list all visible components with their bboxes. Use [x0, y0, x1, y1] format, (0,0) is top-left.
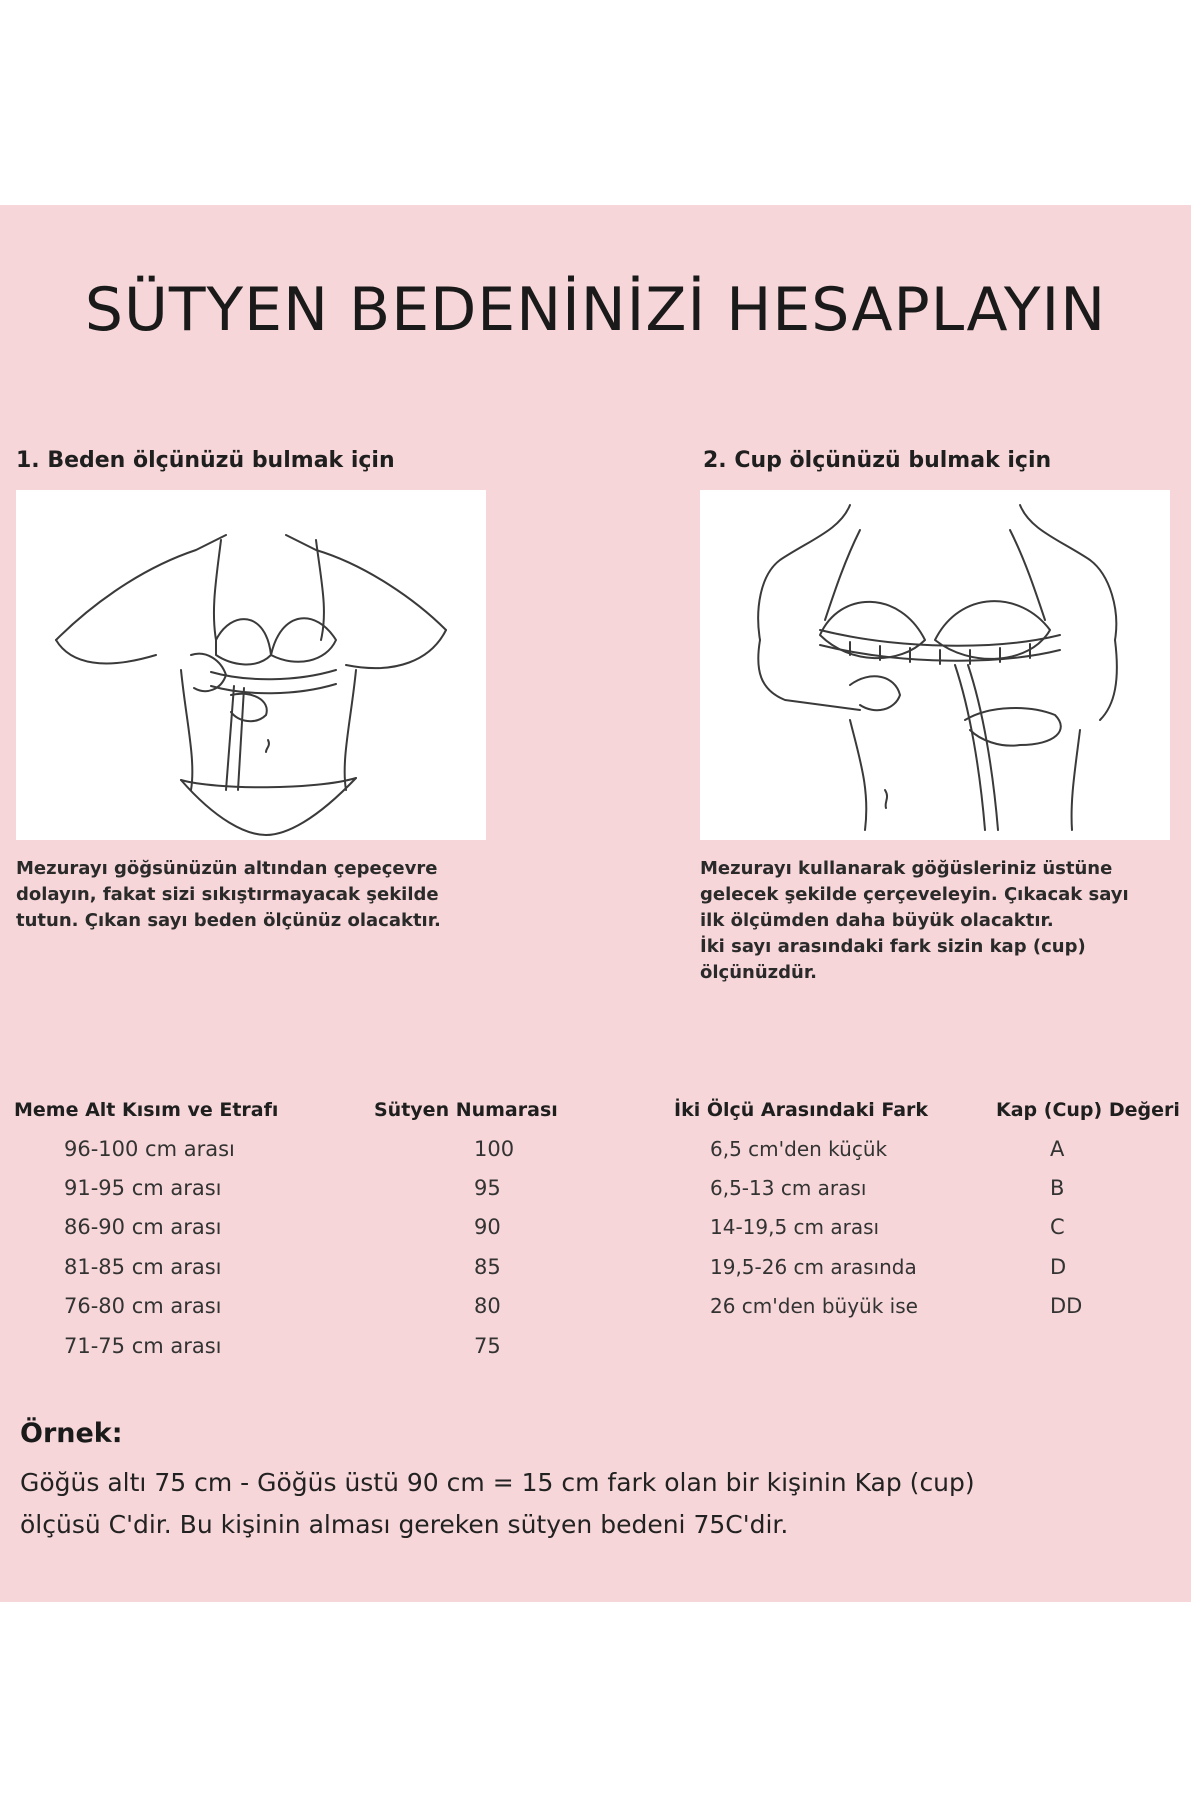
band-row-3-range: 86-90 cm arası [64, 1215, 222, 1239]
band-row-4-size: 85 [474, 1255, 501, 1279]
page-title: SÜTYEN BEDENİNİZİ HESAPLAYIN [84, 275, 1107, 345]
band-row-2-size: 95 [474, 1176, 501, 1200]
band-row-1-size: 100 [474, 1137, 515, 1161]
band-row-1-range: 96-100 cm arası [64, 1137, 235, 1161]
band-row-3-size: 90 [474, 1215, 501, 1239]
cup-row-3-difference: 14-19,5 cm arası [710, 1215, 880, 1239]
cup-row-4-difference: 19,5-26 cm arasında [710, 1255, 917, 1279]
band-table-header-size: Sütyen Numarası [374, 1099, 558, 1121]
cup-row-5-cup: DD [1050, 1294, 1083, 1318]
cup-row-5-difference: 26 cm'den büyük ise [710, 1294, 918, 1318]
cup-row-1-difference: 6,5 cm'den küçük [710, 1137, 888, 1161]
step-1-description: Mezurayı göğsünüzün altından çepeçevre dolayın, fakat sizi sıkıştırmayacak şekilde tutun. Çıkan sayı beden ölçünüz olacaktır. [16, 858, 441, 931]
band-row-4-range: 81-85 cm arası [64, 1255, 222, 1279]
cup-row-4-cup: D [1050, 1255, 1067, 1279]
cup-row-2-difference: 6,5-13 cm arası [710, 1176, 867, 1200]
example-label: Örnek: [20, 1418, 123, 1449]
cup-measurement-illustration [700, 490, 1170, 840]
example-line-2: ölçüsü C'dir. Bu kişinin alması gereken sütyen bedeni 75C'dir. [20, 1510, 789, 1539]
band-row-5-size: 80 [474, 1294, 501, 1318]
example-line-1: Göğüs altı 75 cm - Göğüs üstü 90 cm = 15 cm fark olan bir kişinin Kap (cup) [20, 1468, 975, 1497]
cup-row-3-cup: C [1050, 1215, 1065, 1239]
band-row-2-range: 91-95 cm arası [64, 1176, 222, 1200]
cup-table-header-cup: Kap (Cup) Değeri [996, 1099, 1180, 1121]
cup-row-2-cup: B [1050, 1176, 1065, 1200]
step-1-heading: 1. Beden ölçünüzü bulmak için [16, 448, 395, 473]
band-row-5-range: 76-80 cm arası [64, 1294, 222, 1318]
band-row-6-size: 75 [474, 1334, 501, 1358]
band-row-6-range: 71-75 cm arası [64, 1334, 222, 1358]
band-table-header-measurement: Meme Alt Kısım ve Etrafı [14, 1099, 279, 1121]
band-measurement-illustration [16, 490, 486, 840]
step-2-heading: 2. Cup ölçünüzü bulmak için [703, 448, 1052, 473]
cup-row-1-cup: A [1050, 1137, 1065, 1161]
step-2-description: Mezurayı kullanarak göğüsleriniz üstüne gelecek şekilde çerçeveleyin. Çıkacak sayı ilk ölçümden daha büyük olacaktır. İki sayı arasındaki fark sizin kap (cup) ölçünüzdür. [700, 858, 1129, 983]
cup-table-header-difference: İki Ölçü Arasındaki Fark [674, 1099, 929, 1121]
